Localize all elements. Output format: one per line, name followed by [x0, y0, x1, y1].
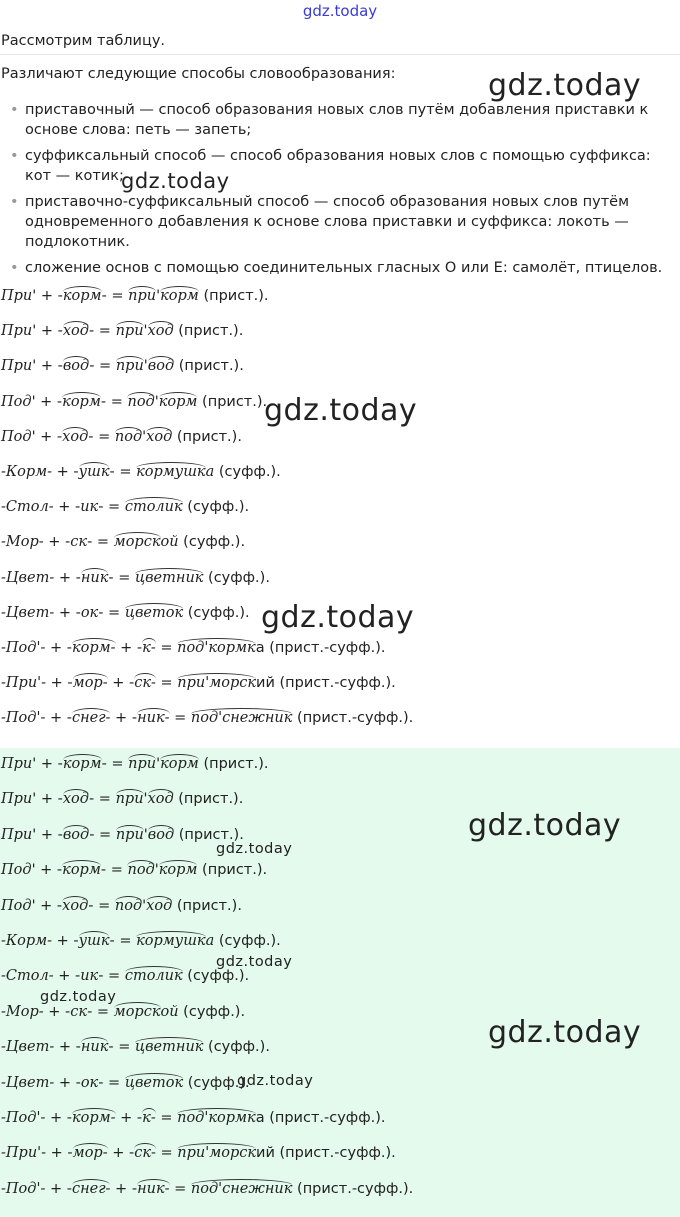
equation-part: При	[1, 826, 33, 843]
equation-part: ' + -	[32, 358, 63, 375]
equation-part: Под	[1, 428, 32, 445]
equation-part: (прист.-суфф.).	[292, 710, 414, 727]
equation-part: + -	[54, 1074, 81, 1091]
equation-row	[1, 461, 281, 483]
equation-row	[1, 355, 244, 377]
equation-part: ий (прист.-суфф.).	[256, 675, 396, 692]
equation-part: '	[143, 358, 148, 375]
equation-part: -Мор-	[1, 1003, 44, 1020]
equation-row	[1, 965, 249, 987]
equation-row	[1, 602, 250, 624]
equation-part: ск-	[134, 675, 156, 692]
equation-part: - =	[88, 897, 115, 914]
equation-part: -Цвет-	[1, 1039, 55, 1056]
equation-part: (прист.).	[172, 897, 242, 914]
equation-part: под	[127, 393, 155, 410]
equation-part: морск	[113, 1003, 161, 1020]
equation-part: =	[155, 640, 178, 656]
equation-part: ход	[146, 897, 173, 914]
site-link[interactable]: gdz.today	[302, 2, 378, 20]
equation-part: ушк	[78, 933, 110, 949]
equation-part: под'снежник	[190, 1180, 293, 1197]
equation-part: - =	[87, 1003, 114, 1020]
equation-part: ок	[80, 1074, 99, 1091]
equation-part: корм	[62, 756, 102, 772]
equation-part: ник-	[137, 710, 170, 727]
equation-part: + -	[54, 1039, 81, 1056]
equation-part: столик	[124, 499, 183, 516]
equation-part: под'кормк	[177, 640, 256, 656]
equation-part: ход	[62, 428, 89, 445]
equation-part: ой	[160, 1003, 179, 1020]
equation-part: + -	[45, 640, 72, 656]
equation-part: (прист.).	[197, 393, 268, 410]
equation-part: ск	[70, 1003, 88, 1020]
equation-part: -Корм-	[1, 464, 53, 480]
equation-part: '	[142, 897, 147, 914]
word-formation-methods-list	[0, 100, 670, 284]
watermark: gdz.today	[488, 1015, 642, 1050]
equation-part: - =	[98, 968, 125, 985]
equation-part: ник	[80, 569, 109, 586]
equation-part: -Под'-	[1, 640, 46, 656]
equation-part: (суфф.).	[183, 1074, 250, 1091]
equation-part: - =	[98, 499, 125, 516]
equation-part: -Под'-	[1, 710, 46, 727]
equation-row	[1, 531, 245, 553]
equation-part: + -	[43, 1003, 71, 1020]
equation-part: + -	[45, 710, 72, 727]
equation-part: (суфф.).	[178, 534, 246, 551]
equation-part: ' + -	[32, 756, 63, 772]
equation-part: - =	[100, 393, 128, 410]
equation-part: '	[156, 756, 161, 772]
equation-part: =	[155, 675, 178, 692]
equation-part: + -	[107, 1145, 135, 1162]
equation-part: ' + -	[31, 428, 63, 445]
equation-part: ок	[80, 604, 99, 621]
equation-row	[1, 672, 396, 694]
divider	[0, 54, 680, 55]
equation-part: (суфф.).	[214, 464, 281, 480]
equation-part: + -	[107, 675, 135, 692]
equation-part: =	[169, 710, 191, 727]
equation-row	[1, 788, 243, 810]
equation-part: (прист.).	[172, 428, 242, 445]
list-item: • суффиксальный способ — способ образования новых слов с помощью суффикса: кот — котик;	[0, 146, 670, 186]
watermark: gdz.today	[488, 68, 642, 103]
watermark: gdz.today	[264, 393, 418, 428]
equation-part: а (прист.-суфф.).	[255, 1110, 386, 1126]
equation-part: корм	[158, 862, 198, 879]
equation-part: столик	[124, 968, 183, 985]
equation-part: + -	[43, 534, 71, 551]
equation-row	[1, 1142, 396, 1164]
equation-part: корм	[158, 393, 198, 410]
equation-part: - =	[88, 428, 115, 445]
equation-part: мор-	[72, 1145, 108, 1162]
equation-part: (прист.).	[197, 862, 268, 879]
equation-part: (прист.).	[174, 826, 244, 843]
equation-part: -Стол-	[1, 499, 54, 516]
equation-part: =	[155, 1145, 178, 1162]
equation-part: вод	[147, 358, 175, 375]
equation-part: вод	[147, 826, 175, 843]
equation-part: + -	[110, 1180, 138, 1197]
equation-part: морск	[113, 534, 161, 551]
equation-part: цветок	[124, 1074, 184, 1091]
equation-part: + -	[46, 675, 73, 692]
equation-part: ' + -	[32, 826, 63, 843]
equation-part: корм	[160, 288, 199, 304]
equation-row	[1, 824, 244, 846]
equation-part: Под	[1, 393, 32, 410]
equation-part: + -	[46, 1145, 73, 1162]
equation-part: снег-	[71, 710, 111, 727]
equation-part: при	[115, 358, 144, 375]
watermark: gdz.today	[261, 600, 415, 635]
equation-part: + -	[54, 604, 81, 621]
equation-part: а	[205, 933, 215, 949]
equation-part: корм-	[71, 640, 116, 656]
equation-part: мор-	[72, 675, 108, 692]
equation-part: ' + -	[32, 288, 63, 304]
equation-part: (прист.).	[198, 288, 269, 304]
equation-part: корм	[62, 862, 101, 879]
equation-part: ой	[160, 534, 179, 551]
equation-part: '	[143, 323, 148, 340]
equation-part: ' + -	[32, 323, 63, 340]
equation-part: =	[155, 1110, 178, 1126]
equation-part: а	[205, 464, 215, 480]
equation-part: под'снежник	[190, 710, 293, 727]
equation-part: ход	[146, 428, 173, 445]
equation-part: ход	[62, 323, 89, 340]
equation-part: При	[1, 756, 33, 772]
equation-part: - =	[88, 791, 116, 808]
equation-part: при	[128, 288, 157, 304]
equation-part: При	[1, 323, 33, 340]
equation-part: (прист.).	[173, 791, 244, 808]
watermark: gdz.today	[216, 954, 293, 970]
equation-part: '	[154, 862, 159, 879]
equation-part: (прист.).	[198, 756, 269, 772]
equation-part: а (прист.-суфф.).	[255, 640, 386, 656]
equation-part: -Под'-	[1, 1180, 46, 1197]
equation-row	[1, 426, 242, 448]
equation-part: ход	[62, 791, 89, 808]
equation-part: При	[1, 791, 33, 808]
equation-part: - =	[100, 862, 128, 879]
equation-row	[1, 707, 413, 729]
equation-part: - =	[109, 933, 137, 949]
equation-part: цветник	[135, 1039, 204, 1056]
watermark: gdz.today	[40, 989, 117, 1005]
equation-part: под	[127, 862, 155, 879]
equation-part: '	[143, 791, 148, 808]
equation-part: (суфф.).	[203, 569, 270, 586]
equation-part: + -	[110, 710, 138, 727]
equation-part: при	[115, 791, 144, 808]
equation-part: + -	[54, 569, 81, 586]
equation-part: - =	[108, 1039, 135, 1056]
equation-part: корм	[62, 288, 102, 304]
equation-part: к-	[142, 640, 156, 656]
equation-part: + -	[53, 968, 81, 985]
equation-part: при	[128, 756, 157, 772]
equation-part: - =	[88, 323, 116, 340]
equation-part: кормушк	[136, 933, 206, 949]
equation-part: ' + -	[31, 862, 63, 879]
equation-part: при'морск	[177, 1145, 257, 1162]
equation-part: корм-	[71, 1110, 116, 1126]
equation-row	[1, 285, 269, 307]
equation-part: + -	[53, 499, 81, 516]
equation-part: вод	[62, 826, 90, 843]
equation-part: - =	[108, 569, 135, 586]
equation-part: '	[154, 393, 159, 410]
equation-part: -Цвет-	[1, 1074, 55, 1091]
equation-part: (прист.).	[173, 323, 244, 340]
equation-part: ск	[70, 534, 88, 551]
equation-part: (суфф.).	[182, 968, 250, 985]
equation-part: (прист.-суфф.).	[292, 1180, 414, 1197]
equation-part: -При'-	[1, 1145, 47, 1162]
section-heading: Различают следующие способы словообразования:	[1, 66, 396, 82]
equation-part: под	[114, 428, 143, 445]
equation-part: ушк	[78, 464, 110, 480]
equation-part: + -	[52, 933, 79, 949]
equation-row	[1, 1178, 413, 1200]
equation-part: -Цвет-	[1, 569, 55, 586]
equation-part: ход	[62, 897, 89, 914]
equation-part: - =	[101, 288, 129, 304]
watermark: gdz.today	[468, 808, 622, 843]
equation-row	[1, 753, 269, 775]
equation-part: под'кормк	[177, 1110, 256, 1126]
equation-part: - =	[109, 464, 137, 480]
equation-part: При	[1, 288, 33, 304]
equation-part: '	[156, 288, 161, 304]
equation-row	[1, 1107, 385, 1129]
equation-row	[1, 1001, 245, 1023]
equation-part: + -	[45, 1180, 72, 1197]
equation-part: вод	[62, 358, 90, 375]
intro-text: Рассмотрим таблицу.	[1, 33, 166, 49]
equation-part: + -	[52, 464, 79, 480]
list-item: • сложение основ с помощью соединительных гласных О или Е: самолёт, птицелов.	[0, 258, 670, 278]
equation-part: -Мор-	[1, 534, 44, 551]
equation-part: При	[1, 358, 33, 375]
equation-part: ход	[147, 323, 174, 340]
equation-part: корм	[160, 756, 199, 772]
equation-part: + -	[45, 1110, 72, 1126]
equation-part: ник	[80, 1039, 109, 1056]
equation-part: ' + -	[31, 393, 63, 410]
equation-part: корм	[62, 393, 101, 410]
watermark: gdz.today	[216, 841, 293, 857]
equation-part: '	[143, 826, 148, 843]
equation-part: ий (прист.-суфф.).	[256, 1145, 396, 1162]
equation-part: ик	[80, 968, 99, 985]
equation-part: Под	[1, 862, 32, 879]
equation-row	[1, 895, 242, 917]
equation-part: (прист.).	[174, 358, 244, 375]
equation-part: ник-	[137, 1180, 170, 1197]
equation-part: =	[169, 1180, 191, 1197]
equation-part: -Под'-	[1, 1110, 46, 1126]
equation-part: -При'-	[1, 675, 47, 692]
equation-row	[1, 320, 243, 342]
equation-part: (суфф.).	[183, 604, 250, 621]
equation-row	[1, 1036, 270, 1058]
equation-part: + -	[115, 640, 143, 656]
equation-row	[1, 1072, 250, 1094]
equation-part: - =	[98, 604, 125, 621]
equation-row	[1, 859, 267, 881]
equation-row	[1, 930, 281, 952]
equation-part: -Корм-	[1, 933, 53, 949]
equation-part: при	[115, 323, 144, 340]
equation-part: Под	[1, 897, 32, 914]
equation-part: цветок	[124, 604, 184, 621]
equation-part: - =	[98, 1074, 125, 1091]
equation-part: (суфф.).	[178, 1003, 246, 1020]
equation-part: (суфф.).	[182, 499, 250, 516]
equation-part: (суфф.).	[203, 1039, 270, 1056]
equation-part: - =	[89, 358, 116, 375]
equation-part: (суфф.).	[214, 933, 281, 949]
equation-part: под	[114, 897, 143, 914]
equation-part: ' + -	[31, 897, 63, 914]
equation-part: ск-	[134, 1145, 156, 1162]
equation-part: ' + -	[32, 791, 63, 808]
list-item: • приставочно-суффиксальный способ — способ образования новых слов путём одновременного добавления к основе слова приставки и суффикса: локоть — подлокотник.	[0, 192, 670, 252]
equation-part: -Цвет-	[1, 604, 55, 621]
equation-part: - =	[89, 826, 116, 843]
equation-part: ход	[147, 791, 174, 808]
equation-part: кормушк	[136, 464, 206, 480]
list-item: • приставочный — способ образования новых слов путём добавления приставки к основе слова: петь — запеть;	[0, 100, 670, 140]
equation-part: снег-	[71, 1180, 111, 1197]
equation-part: ик	[80, 499, 99, 516]
equation-part: - =	[101, 756, 129, 772]
equation-part: при	[115, 826, 144, 843]
equation-row	[1, 496, 249, 518]
equation-part: + -	[115, 1110, 143, 1126]
equation-row	[1, 567, 270, 589]
equation-part: - =	[87, 534, 114, 551]
equation-row	[1, 391, 267, 413]
equation-part: -Стол-	[1, 968, 54, 985]
watermark: gdz.today	[237, 1073, 314, 1089]
equation-row	[1, 637, 385, 659]
equation-part: при'морск	[177, 675, 257, 692]
equation-part: цветник	[135, 569, 204, 586]
equation-part: '	[142, 428, 147, 445]
watermark: gdz.today	[121, 169, 230, 193]
equation-part: к-	[142, 1110, 156, 1126]
